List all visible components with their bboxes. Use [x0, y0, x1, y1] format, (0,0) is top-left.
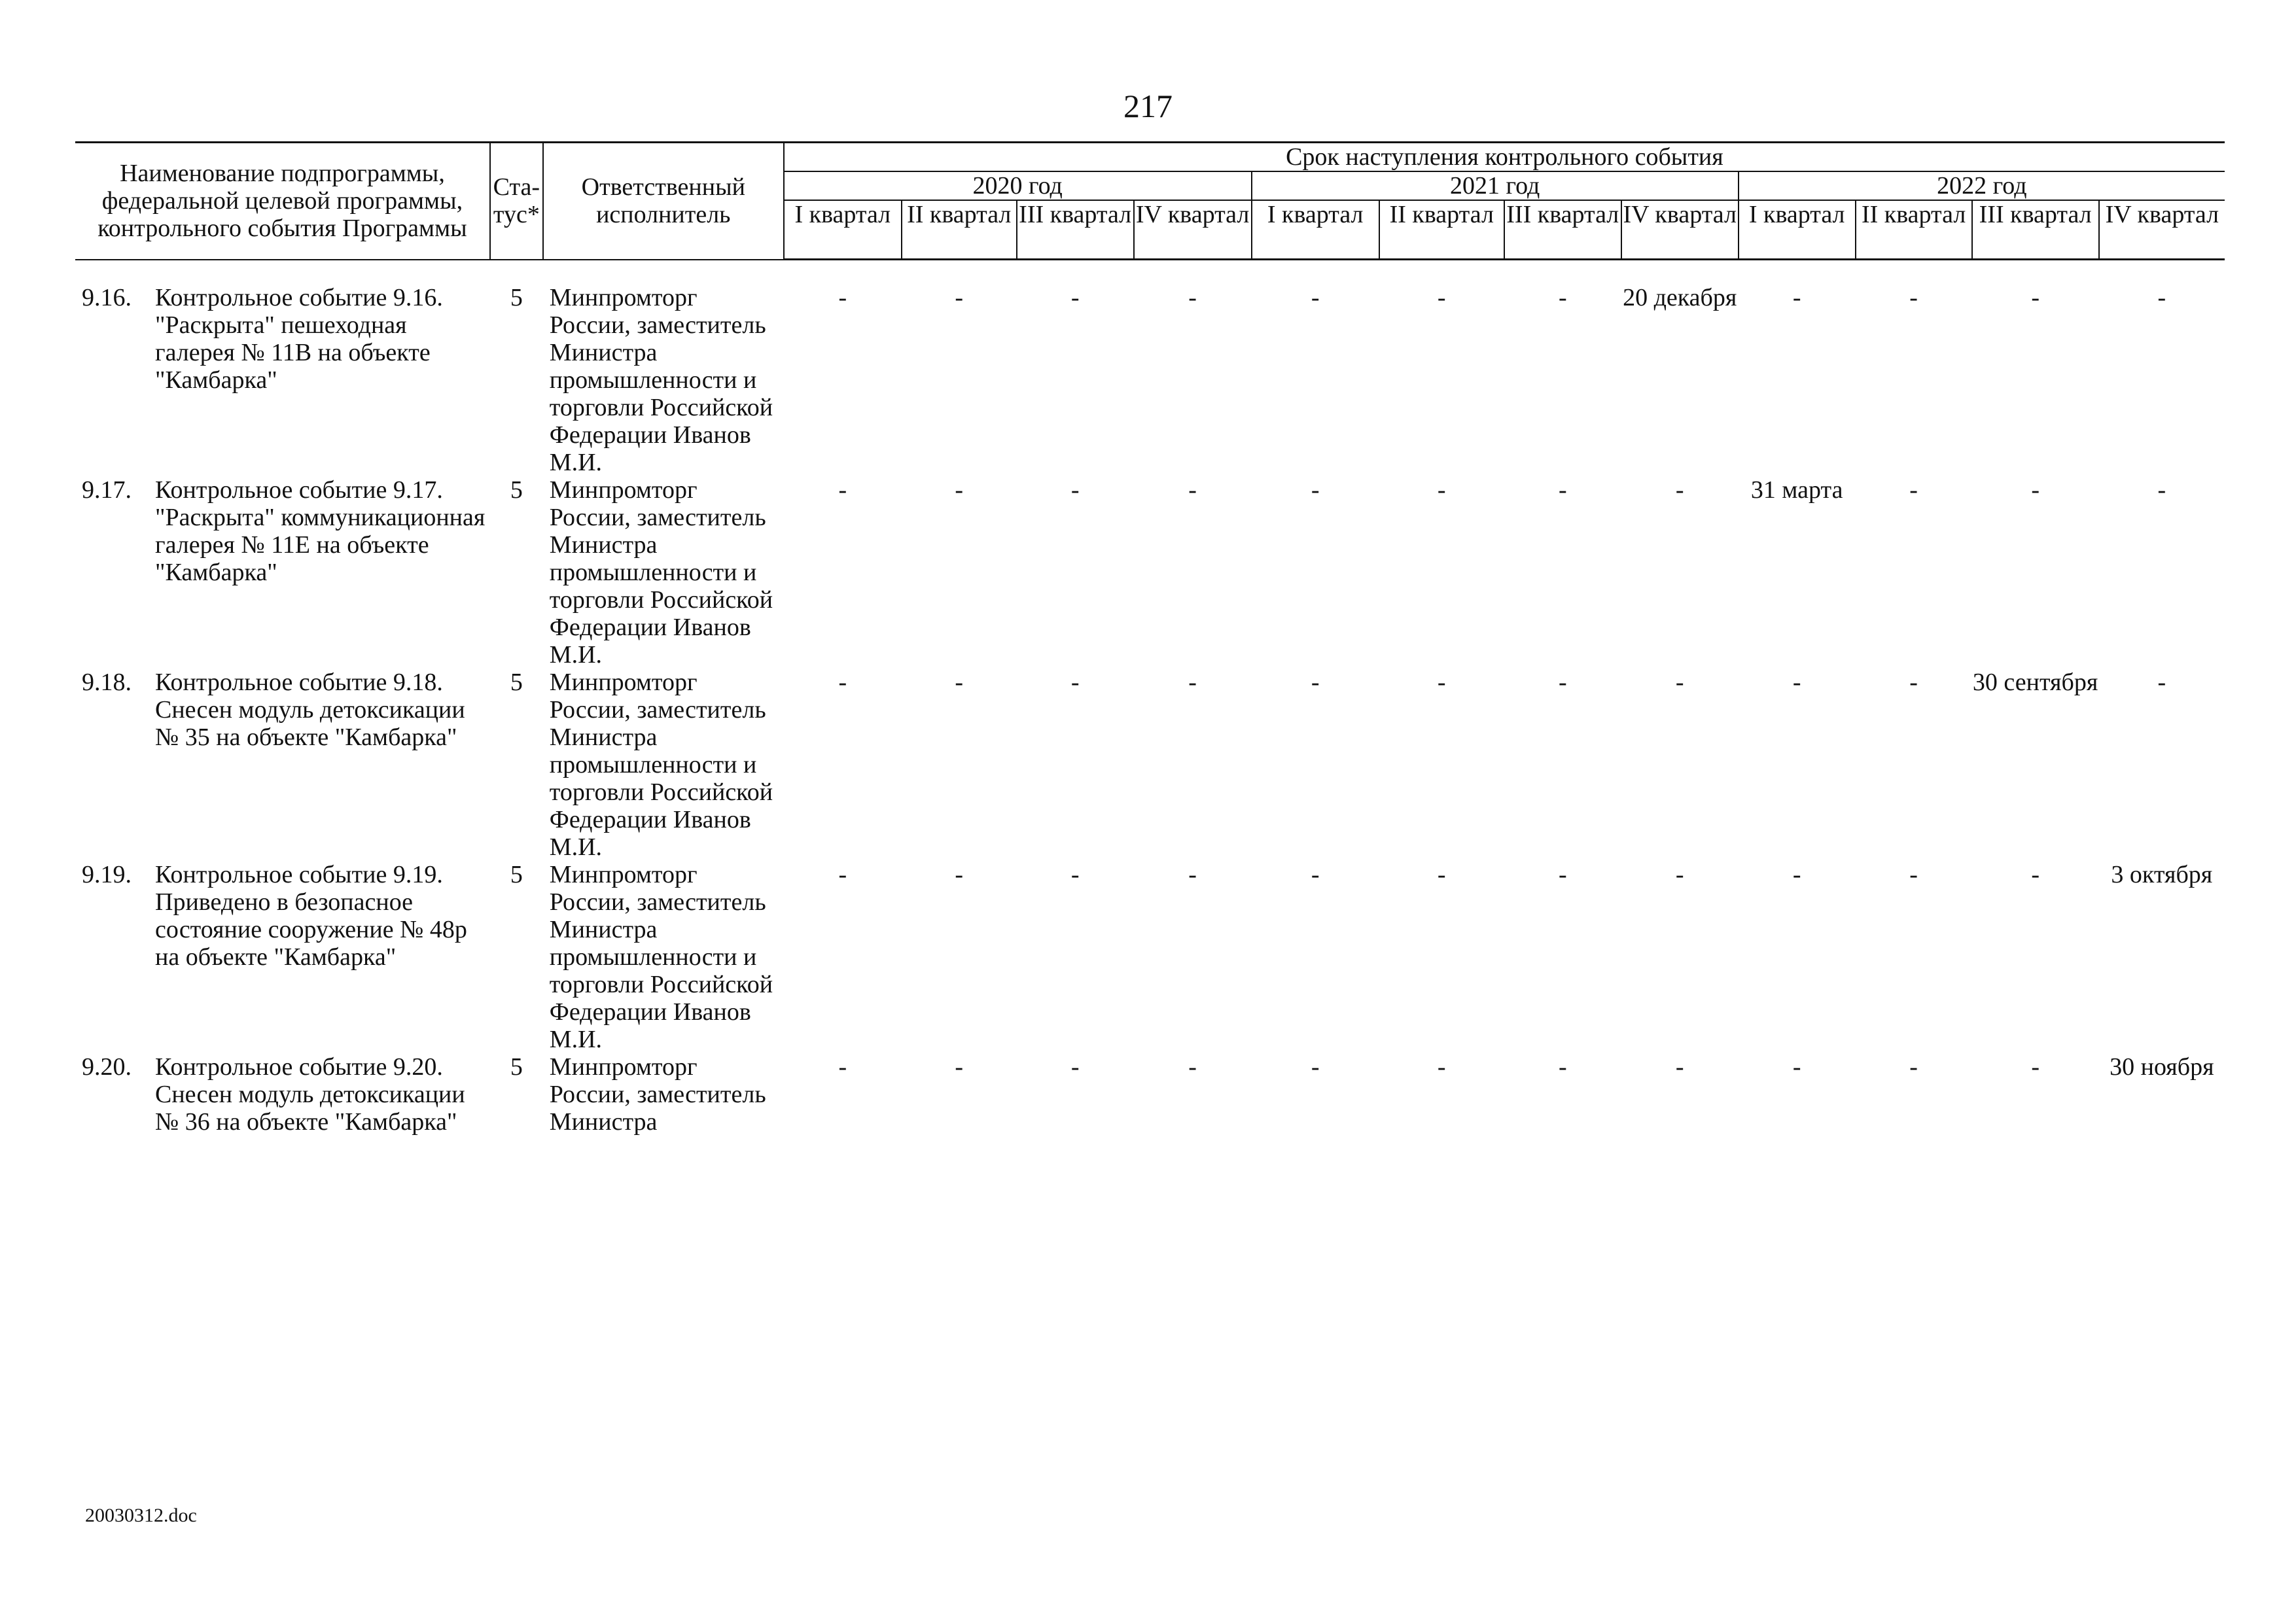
responsible-cell: Минпромторг России, заместитель Министра	[549, 1053, 766, 1136]
quarter-cell: -	[838, 284, 847, 311]
quarter-cell: -	[2031, 284, 2040, 311]
quarter-cell: -	[2031, 476, 2040, 504]
header-quarter: III квартал	[1017, 200, 1134, 260]
quarter-cell: -	[955, 476, 964, 504]
quarter-cell: -	[1909, 1053, 1918, 1081]
quarter-cell: -	[1558, 861, 1567, 888]
quarter-cell: -	[1437, 476, 1446, 504]
quarter-cell: -	[1909, 284, 1918, 311]
header-year-2021: 2021 год	[1252, 171, 1739, 200]
event-number: 9.17.	[82, 476, 132, 504]
header-quarter: III квартал	[1972, 200, 2099, 260]
table-row	[75, 1053, 2225, 1136]
quarter-cell: -	[1070, 669, 1080, 696]
status-cell: 5	[510, 476, 523, 504]
quarter-cell: -	[838, 861, 847, 888]
quarter-cell: -	[838, 1053, 847, 1081]
quarter-cell: -	[1311, 669, 1320, 696]
quarter-cell: 20 декабря	[1623, 284, 1737, 311]
event-name-cell	[75, 1053, 490, 1136]
quarter-cell: -	[1558, 476, 1567, 504]
header-responsible: Ответственный исполнитель	[543, 143, 784, 260]
status-cell: 5	[510, 1053, 523, 1081]
header-quarter: I квартал	[1739, 200, 1856, 260]
quarter-cell: 30 сентября	[1972, 669, 2098, 696]
quarter-cell: -	[1311, 861, 1320, 888]
responsible-cell: Минпромторг России, заместитель Министра промышленности и торговли Российской Федерации Иванов М.И.	[549, 669, 773, 861]
quarter-cell: 3 октября	[2111, 861, 2213, 888]
responsible-cell: Минпромторг России, заместитель Министра промышленности и торговли Российской Федерации Иванов М.И.	[549, 284, 773, 476]
quarter-cell: -	[955, 284, 964, 311]
responsible-cell: Минпромторг России, заместитель Министра промышленности и торговли Российской Федерации Иванов М.И.	[549, 476, 773, 669]
quarter-cell: -	[1909, 861, 1918, 888]
quarter-cell: -	[1675, 669, 1684, 696]
page-number: 217	[1123, 88, 1173, 124]
quarter-cell: -	[1188, 861, 1197, 888]
header-quarter: II квартал	[902, 200, 1017, 260]
header-quarter: I квартал	[784, 200, 902, 260]
quarter-cell: -	[1437, 284, 1446, 311]
control-events-table	[75, 141, 2225, 1136]
quarter-cell: -	[1792, 1053, 1801, 1081]
quarter-cell: -	[2157, 669, 2166, 696]
header-status: Ста-тус*	[490, 143, 543, 260]
quarter-cell: -	[1437, 669, 1446, 696]
status-cell: 5	[510, 284, 523, 311]
quarter-cell: -	[1558, 669, 1567, 696]
quarter-cell: -	[1188, 669, 1197, 696]
header-quarter: I квартал	[1252, 200, 1379, 260]
quarter-cell: -	[1188, 1053, 1197, 1081]
quarter-cell: -	[1558, 284, 1567, 311]
quarter-cell: -	[1437, 861, 1446, 888]
header-quarter: II квартал	[1379, 200, 1504, 260]
quarter-cell: -	[838, 476, 847, 504]
event-name-cell	[75, 476, 490, 669]
event-name: Контрольное событие 9.20. Снесен модуль детоксикации № 36 на объекте "Камбарка"	[155, 1053, 465, 1136]
event-name-cell	[75, 861, 490, 1053]
quarter-cell: -	[2157, 476, 2166, 504]
header-quarter: III квартал	[1504, 200, 1621, 260]
quarter-cell: -	[1188, 284, 1197, 311]
quarter-cell: -	[1675, 1053, 1684, 1081]
status-cell: 5	[510, 669, 523, 696]
table-row	[75, 861, 2225, 1053]
status-cell: 5	[510, 861, 523, 888]
quarter-cell: 30 ноября	[2110, 1053, 2214, 1081]
event-name: Контрольное событие 9.19. Приведено в безопасное состояние сооружение № 48р на объекте "Камбарка"	[155, 861, 467, 971]
quarter-cell: -	[1070, 1053, 1080, 1081]
event-number: 9.16.	[82, 284, 132, 311]
quarter-cell: -	[1792, 669, 1801, 696]
quarter-cell: -	[1437, 1053, 1446, 1081]
event-number: 9.20.	[82, 1053, 132, 1081]
quarter-cell: -	[1558, 1053, 1567, 1081]
quarter-cell: -	[1070, 476, 1080, 504]
quarter-cell: -	[1311, 1053, 1320, 1081]
event-name-cell	[75, 669, 490, 861]
quarter-cell: -	[1909, 476, 1918, 504]
event-name: Контрольное событие 9.17. "Раскрыта" коммуникационная галерея № 11Е на объекте "Камбарка"	[155, 476, 486, 586]
header-quarter: IV квартал	[1621, 200, 1739, 260]
quarter-cell: -	[1070, 861, 1080, 888]
header-quarter: IV квартал	[2099, 200, 2225, 260]
quarter-cell: -	[1188, 476, 1197, 504]
quarter-cell: -	[1909, 669, 1918, 696]
quarter-cell: -	[2031, 861, 2040, 888]
table-row	[75, 284, 2225, 476]
quarter-cell: -	[1070, 284, 1080, 311]
quarter-cell: -	[838, 669, 847, 696]
quarter-cell: -	[1675, 861, 1684, 888]
header-quarter: II квартал	[1856, 200, 1972, 260]
quarter-cell: 31 марта	[1750, 476, 1843, 504]
quarter-cell: -	[1792, 284, 1801, 311]
event-name: Контрольное событие 9.18. Снесен модуль детоксикации № 35 на объекте "Камбарка"	[155, 669, 465, 751]
responsible-cell: Минпромторг России, заместитель Министра промышленности и торговли Российской Федерации Иванов М.И.	[549, 861, 773, 1053]
table-row	[75, 476, 2225, 669]
header-quarter: IV квартал	[1134, 200, 1252, 260]
header-deadline-group: Срок наступления контрольного события	[784, 143, 2225, 172]
document-filename: 20030312.doc	[85, 1505, 197, 1526]
quarter-cell: -	[955, 861, 964, 888]
header-year-2022: 2022 год	[1739, 171, 2225, 200]
quarter-cell: -	[1311, 284, 1320, 311]
quarter-cell: -	[955, 669, 964, 696]
event-number: 9.18.	[82, 669, 132, 696]
header-year-2020: 2020 год	[784, 171, 1252, 200]
quarter-cell: -	[2031, 1053, 2040, 1081]
quarter-cell: -	[1792, 861, 1801, 888]
quarter-cell: -	[955, 1053, 964, 1081]
event-number: 9.19.	[82, 861, 132, 888]
table-row	[75, 669, 2225, 861]
event-name-cell	[75, 284, 490, 476]
header-name: Наименование подпрограммы, федеральной целевой программы, контрольного события Программы	[75, 143, 490, 260]
quarter-cell: -	[1675, 476, 1684, 504]
quarter-cell: -	[2157, 284, 2166, 311]
event-name: Контрольное событие 9.16. "Раскрыта" пешеходная галерея № 11В на объекте "Камбарка"	[155, 284, 443, 394]
quarter-cell: -	[1311, 476, 1320, 504]
